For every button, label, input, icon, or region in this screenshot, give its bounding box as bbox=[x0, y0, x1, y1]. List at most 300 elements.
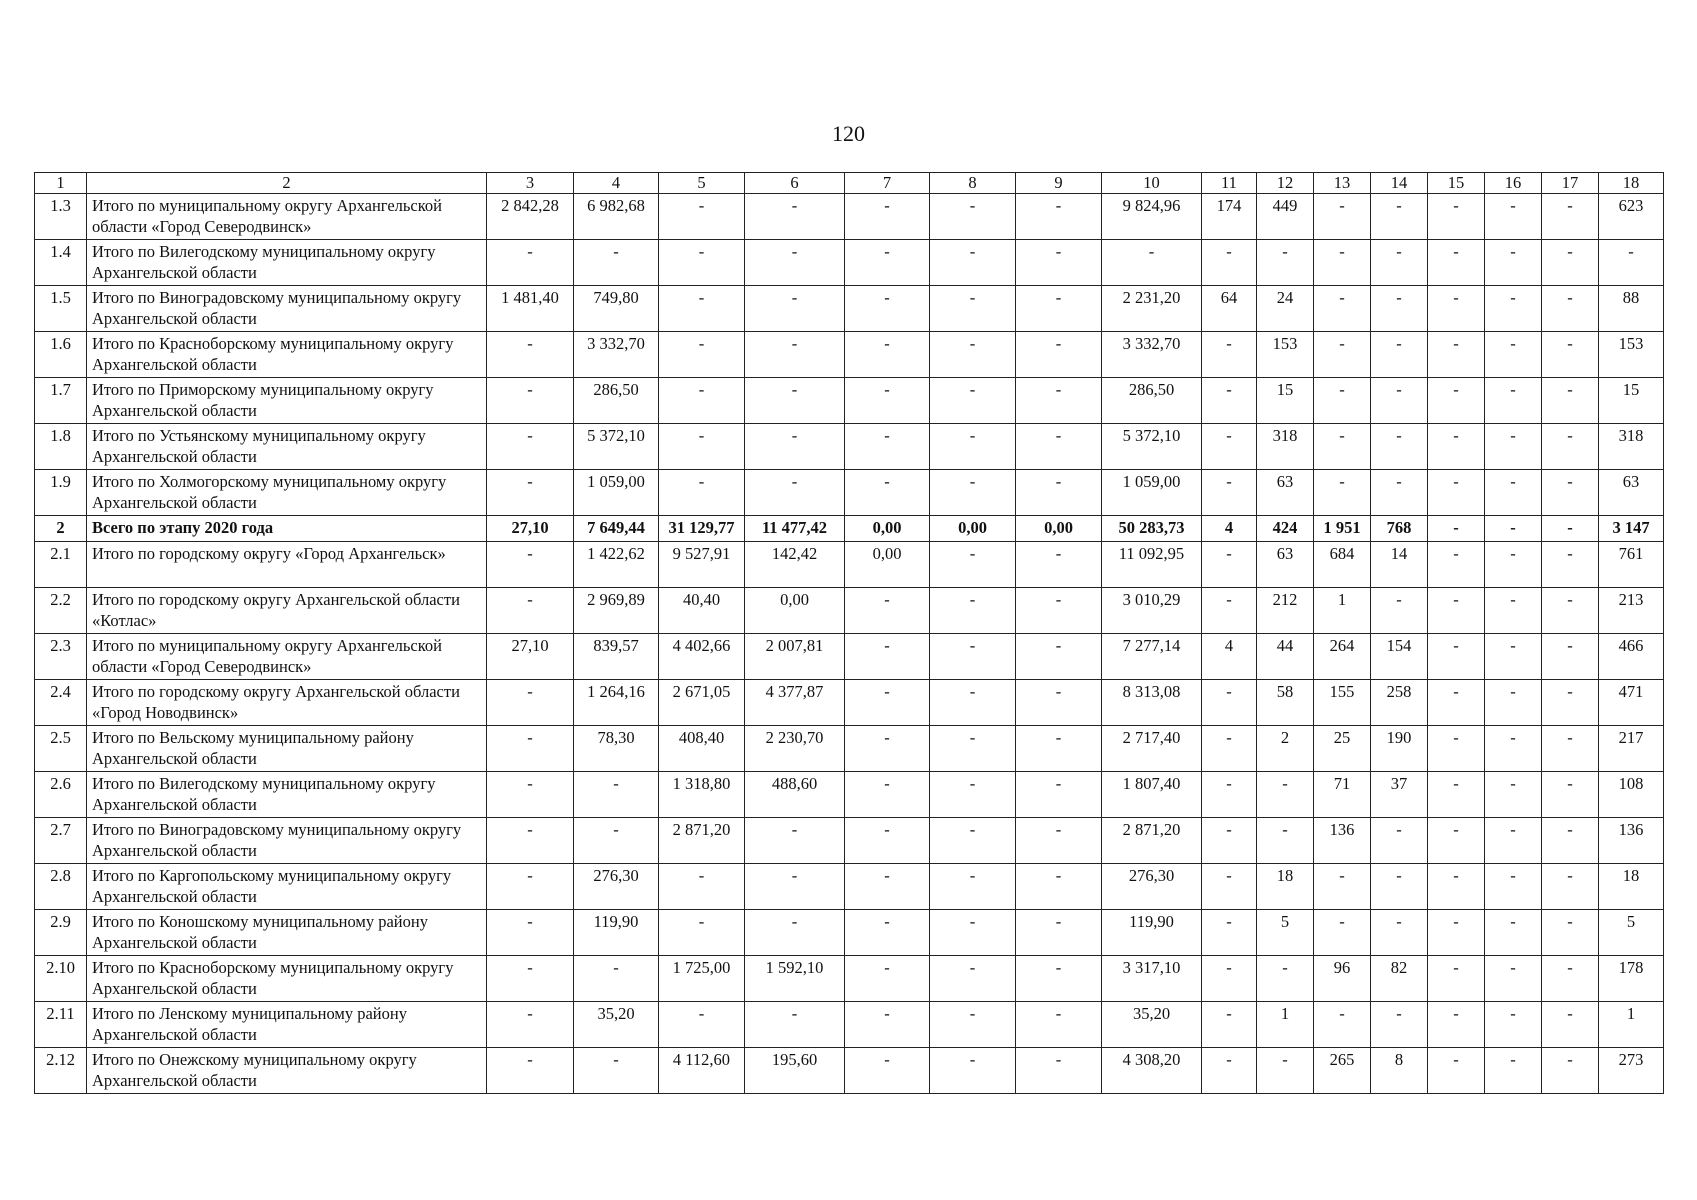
row-name-cell: Всего по этапу 2020 года bbox=[87, 516, 487, 542]
value-cell-7: 0,00 bbox=[845, 542, 930, 588]
value-cell-3: - bbox=[487, 818, 574, 864]
value-cell-8: - bbox=[930, 588, 1016, 634]
table-row bbox=[35, 864, 1664, 910]
value-cell-15: - bbox=[1428, 240, 1485, 286]
value-cell-18: 15 bbox=[1599, 378, 1664, 424]
value-cell-7: 0,00 bbox=[845, 516, 930, 542]
value-cell-6: - bbox=[745, 332, 845, 378]
value-cell-9: - bbox=[1016, 424, 1102, 470]
value-cell-8: - bbox=[930, 1002, 1016, 1048]
value-cell-4: 7 649,44 bbox=[574, 516, 659, 542]
value-cell-12: - bbox=[1257, 240, 1314, 286]
value-cell-16: - bbox=[1485, 542, 1542, 588]
column-header-9: 9 bbox=[1016, 173, 1102, 194]
value-cell-17: - bbox=[1542, 1048, 1599, 1094]
table-row bbox=[35, 1002, 1664, 1048]
value-cell-3: - bbox=[487, 1002, 574, 1048]
value-cell-3: - bbox=[487, 332, 574, 378]
value-cell-5: - bbox=[659, 240, 745, 286]
value-cell-17: - bbox=[1542, 332, 1599, 378]
value-cell-8: - bbox=[930, 1048, 1016, 1094]
value-cell-10: 7 277,14 bbox=[1102, 634, 1202, 680]
column-header-16: 16 bbox=[1485, 173, 1542, 194]
column-header-3: 3 bbox=[487, 173, 574, 194]
value-cell-18: 623 bbox=[1599, 194, 1664, 240]
value-cell-13: 1 bbox=[1314, 588, 1371, 634]
value-cell-16: - bbox=[1485, 286, 1542, 332]
row-number-cell: 1.8 bbox=[35, 424, 87, 470]
table-row bbox=[35, 332, 1664, 378]
value-cell-14: - bbox=[1371, 332, 1428, 378]
value-cell-6: 195,60 bbox=[745, 1048, 845, 1094]
value-cell-13: - bbox=[1314, 864, 1371, 910]
column-header-12: 12 bbox=[1257, 173, 1314, 194]
value-cell-7: - bbox=[845, 772, 930, 818]
total-row bbox=[35, 516, 1664, 542]
value-cell-10: 3 010,29 bbox=[1102, 588, 1202, 634]
value-cell-3: - bbox=[487, 240, 574, 286]
value-cell-12: 44 bbox=[1257, 634, 1314, 680]
row-number-cell: 2.3 bbox=[35, 634, 87, 680]
table-row bbox=[35, 726, 1664, 772]
value-cell-18: 88 bbox=[1599, 286, 1664, 332]
value-cell-10: 276,30 bbox=[1102, 864, 1202, 910]
table-row bbox=[35, 910, 1664, 956]
value-cell-4: 286,50 bbox=[574, 378, 659, 424]
value-cell-7: - bbox=[845, 864, 930, 910]
row-number-cell: 2.8 bbox=[35, 864, 87, 910]
value-cell-11: - bbox=[1202, 240, 1257, 286]
value-cell-4: 1 422,62 bbox=[574, 542, 659, 588]
row-number-cell: 2.1 bbox=[35, 542, 87, 588]
value-cell-3: 27,10 bbox=[487, 516, 574, 542]
value-cell-9: - bbox=[1016, 542, 1102, 588]
value-cell-14: 154 bbox=[1371, 634, 1428, 680]
value-cell-10: 2 231,20 bbox=[1102, 286, 1202, 332]
row-name-cell: Итого по городскому округу Архангельской области «Город Новодвинск» bbox=[87, 680, 487, 726]
value-cell-5: 9 527,91 bbox=[659, 542, 745, 588]
value-cell-15: - bbox=[1428, 680, 1485, 726]
value-cell-9: - bbox=[1016, 240, 1102, 286]
value-cell-5: - bbox=[659, 286, 745, 332]
value-cell-10: - bbox=[1102, 240, 1202, 286]
value-cell-18: 217 bbox=[1599, 726, 1664, 772]
value-cell-8: - bbox=[930, 956, 1016, 1002]
value-cell-12: 63 bbox=[1257, 542, 1314, 588]
value-cell-16: - bbox=[1485, 1002, 1542, 1048]
row-name-cell: Итого по Виноградовскому муниципальному округу Архангельской области bbox=[87, 286, 487, 332]
value-cell-7: - bbox=[845, 332, 930, 378]
value-cell-14: - bbox=[1371, 424, 1428, 470]
value-cell-4: - bbox=[574, 818, 659, 864]
value-cell-8: - bbox=[930, 424, 1016, 470]
value-cell-16: - bbox=[1485, 956, 1542, 1002]
value-cell-12: 58 bbox=[1257, 680, 1314, 726]
column-header-10: 10 bbox=[1102, 173, 1202, 194]
value-cell-14: 37 bbox=[1371, 772, 1428, 818]
value-cell-11: - bbox=[1202, 726, 1257, 772]
column-header-13: 13 bbox=[1314, 173, 1371, 194]
value-cell-14: - bbox=[1371, 818, 1428, 864]
value-cell-5: - bbox=[659, 864, 745, 910]
value-cell-18: 63 bbox=[1599, 470, 1664, 516]
value-cell-15: - bbox=[1428, 1002, 1485, 1048]
value-cell-6: - bbox=[745, 424, 845, 470]
value-cell-11: - bbox=[1202, 680, 1257, 726]
row-number-cell: 1.9 bbox=[35, 470, 87, 516]
value-cell-5: 408,40 bbox=[659, 726, 745, 772]
value-cell-10: 9 824,96 bbox=[1102, 194, 1202, 240]
value-cell-7: - bbox=[845, 818, 930, 864]
row-number-cell: 2.9 bbox=[35, 910, 87, 956]
value-cell-14: 258 bbox=[1371, 680, 1428, 726]
row-number-cell: 2 bbox=[35, 516, 87, 542]
value-cell-18: 466 bbox=[1599, 634, 1664, 680]
value-cell-10: 119,90 bbox=[1102, 910, 1202, 956]
value-cell-8: 0,00 bbox=[930, 516, 1016, 542]
value-cell-11: 4 bbox=[1202, 634, 1257, 680]
value-cell-12: 212 bbox=[1257, 588, 1314, 634]
column-header-4: 4 bbox=[574, 173, 659, 194]
table-row bbox=[35, 1048, 1664, 1094]
value-cell-15: - bbox=[1428, 194, 1485, 240]
value-cell-5: 4 112,60 bbox=[659, 1048, 745, 1094]
value-cell-17: - bbox=[1542, 516, 1599, 542]
value-cell-17: - bbox=[1542, 424, 1599, 470]
value-cell-9: - bbox=[1016, 588, 1102, 634]
value-cell-14: - bbox=[1371, 378, 1428, 424]
value-cell-11: - bbox=[1202, 424, 1257, 470]
value-cell-14: - bbox=[1371, 470, 1428, 516]
row-number-cell: 2.5 bbox=[35, 726, 87, 772]
table-row bbox=[35, 378, 1664, 424]
value-cell-18: 273 bbox=[1599, 1048, 1664, 1094]
value-cell-5: - bbox=[659, 470, 745, 516]
value-cell-18: 136 bbox=[1599, 818, 1664, 864]
value-cell-9: - bbox=[1016, 470, 1102, 516]
value-cell-7: - bbox=[845, 726, 930, 772]
value-cell-3: - bbox=[487, 588, 574, 634]
row-name-cell: Итого по Вилегодскому муниципальному округу Архангельской области bbox=[87, 772, 487, 818]
value-cell-6: 2 007,81 bbox=[745, 634, 845, 680]
value-cell-7: - bbox=[845, 194, 930, 240]
value-cell-7: - bbox=[845, 378, 930, 424]
column-header-7: 7 bbox=[845, 173, 930, 194]
value-cell-11: 4 bbox=[1202, 516, 1257, 542]
data-table bbox=[34, 172, 1664, 1094]
value-cell-9: - bbox=[1016, 680, 1102, 726]
value-cell-9: - bbox=[1016, 286, 1102, 332]
value-cell-10: 4 308,20 bbox=[1102, 1048, 1202, 1094]
value-cell-3: 2 842,28 bbox=[487, 194, 574, 240]
row-name-cell: Итого по Вилегодскому муниципальному округу Архангельской области bbox=[87, 240, 487, 286]
value-cell-8: - bbox=[930, 726, 1016, 772]
value-cell-14: 768 bbox=[1371, 516, 1428, 542]
value-cell-9: - bbox=[1016, 726, 1102, 772]
value-cell-11: - bbox=[1202, 588, 1257, 634]
value-cell-16: - bbox=[1485, 470, 1542, 516]
value-cell-14: - bbox=[1371, 286, 1428, 332]
value-cell-9: - bbox=[1016, 864, 1102, 910]
value-cell-9: - bbox=[1016, 772, 1102, 818]
value-cell-14: - bbox=[1371, 910, 1428, 956]
value-cell-13: - bbox=[1314, 194, 1371, 240]
row-number-cell: 2.2 bbox=[35, 588, 87, 634]
value-cell-4: 276,30 bbox=[574, 864, 659, 910]
value-cell-4: 5 372,10 bbox=[574, 424, 659, 470]
table-row bbox=[35, 194, 1664, 240]
row-number-cell: 2.7 bbox=[35, 818, 87, 864]
value-cell-14: - bbox=[1371, 864, 1428, 910]
row-name-cell: Итого по муниципальному округу Архангельской области «Город Северодвинск» bbox=[87, 194, 487, 240]
value-cell-3: - bbox=[487, 680, 574, 726]
value-cell-12: 153 bbox=[1257, 332, 1314, 378]
value-cell-10: 286,50 bbox=[1102, 378, 1202, 424]
value-cell-9: - bbox=[1016, 818, 1102, 864]
value-cell-6: 2 230,70 bbox=[745, 726, 845, 772]
value-cell-17: - bbox=[1542, 634, 1599, 680]
value-cell-4: 1 264,16 bbox=[574, 680, 659, 726]
header-row bbox=[35, 173, 1664, 194]
row-name-cell: Итого по Онежскому муниципальному округу Архангельской области bbox=[87, 1048, 487, 1094]
value-cell-5: 40,40 bbox=[659, 588, 745, 634]
value-cell-17: - bbox=[1542, 818, 1599, 864]
value-cell-13: - bbox=[1314, 286, 1371, 332]
value-cell-16: - bbox=[1485, 1048, 1542, 1094]
value-cell-8: - bbox=[930, 910, 1016, 956]
value-cell-13: 1 951 bbox=[1314, 516, 1371, 542]
value-cell-11: - bbox=[1202, 818, 1257, 864]
value-cell-9: - bbox=[1016, 910, 1102, 956]
value-cell-10: 35,20 bbox=[1102, 1002, 1202, 1048]
value-cell-8: - bbox=[930, 818, 1016, 864]
value-cell-5: 2 671,05 bbox=[659, 680, 745, 726]
value-cell-11: 174 bbox=[1202, 194, 1257, 240]
value-cell-4: 78,30 bbox=[574, 726, 659, 772]
table-row bbox=[35, 818, 1664, 864]
value-cell-9: 0,00 bbox=[1016, 516, 1102, 542]
value-cell-18: 761 bbox=[1599, 542, 1664, 588]
value-cell-6: 1 592,10 bbox=[745, 956, 845, 1002]
value-cell-7: - bbox=[845, 956, 930, 1002]
row-name-cell: Итого по Виноградовскому муниципальному округу Архангельской области bbox=[87, 818, 487, 864]
value-cell-5: - bbox=[659, 194, 745, 240]
value-cell-15: - bbox=[1428, 772, 1485, 818]
value-cell-16: - bbox=[1485, 516, 1542, 542]
table-row bbox=[35, 542, 1664, 588]
value-cell-15: - bbox=[1428, 332, 1485, 378]
value-cell-11: - bbox=[1202, 542, 1257, 588]
value-cell-4: - bbox=[574, 240, 659, 286]
row-number-cell: 1.3 bbox=[35, 194, 87, 240]
value-cell-7: - bbox=[845, 286, 930, 332]
value-cell-6: - bbox=[745, 378, 845, 424]
value-cell-8: - bbox=[930, 680, 1016, 726]
value-cell-12: 18 bbox=[1257, 864, 1314, 910]
value-cell-11: - bbox=[1202, 378, 1257, 424]
row-name-cell: Итого по Устьянскому муниципальному округу Архангельской области bbox=[87, 424, 487, 470]
column-header-2: 2 bbox=[87, 173, 487, 194]
value-cell-17: - bbox=[1542, 588, 1599, 634]
value-cell-10: 1 059,00 bbox=[1102, 470, 1202, 516]
value-cell-10: 2 717,40 bbox=[1102, 726, 1202, 772]
value-cell-3: - bbox=[487, 1048, 574, 1094]
value-cell-3: - bbox=[487, 910, 574, 956]
table-row bbox=[35, 956, 1664, 1002]
value-cell-18: 178 bbox=[1599, 956, 1664, 1002]
value-cell-13: 25 bbox=[1314, 726, 1371, 772]
value-cell-9: - bbox=[1016, 194, 1102, 240]
row-name-cell: Итого по Красноборскому муниципальному округу Архангельской области bbox=[87, 956, 487, 1002]
value-cell-17: - bbox=[1542, 956, 1599, 1002]
value-cell-9: - bbox=[1016, 956, 1102, 1002]
value-cell-11: - bbox=[1202, 956, 1257, 1002]
row-number-cell: 2.6 bbox=[35, 772, 87, 818]
value-cell-6: - bbox=[745, 910, 845, 956]
column-header-6: 6 bbox=[745, 173, 845, 194]
value-cell-9: - bbox=[1016, 332, 1102, 378]
value-cell-8: - bbox=[930, 286, 1016, 332]
value-cell-12: - bbox=[1257, 818, 1314, 864]
value-cell-9: - bbox=[1016, 378, 1102, 424]
value-cell-15: - bbox=[1428, 588, 1485, 634]
value-cell-10: 11 092,95 bbox=[1102, 542, 1202, 588]
table-row bbox=[35, 588, 1664, 634]
value-cell-8: - bbox=[930, 772, 1016, 818]
row-name-cell: Итого по Коношскому муниципальному району Архангельской области bbox=[87, 910, 487, 956]
value-cell-6: - bbox=[745, 818, 845, 864]
value-cell-6: 488,60 bbox=[745, 772, 845, 818]
value-cell-4: 119,90 bbox=[574, 910, 659, 956]
value-cell-17: - bbox=[1542, 680, 1599, 726]
value-cell-8: - bbox=[930, 378, 1016, 424]
table-row bbox=[35, 470, 1664, 516]
value-cell-10: 1 807,40 bbox=[1102, 772, 1202, 818]
row-number-cell: 1.7 bbox=[35, 378, 87, 424]
value-cell-12: 15 bbox=[1257, 378, 1314, 424]
table-body bbox=[35, 173, 1664, 1094]
value-cell-5: 4 402,66 bbox=[659, 634, 745, 680]
value-cell-6: - bbox=[745, 470, 845, 516]
value-cell-12: 24 bbox=[1257, 286, 1314, 332]
value-cell-13: 96 bbox=[1314, 956, 1371, 1002]
value-cell-16: - bbox=[1485, 240, 1542, 286]
value-cell-5: 1 318,80 bbox=[659, 772, 745, 818]
value-cell-11: - bbox=[1202, 332, 1257, 378]
value-cell-14: 8 bbox=[1371, 1048, 1428, 1094]
value-cell-13: - bbox=[1314, 910, 1371, 956]
value-cell-15: - bbox=[1428, 1048, 1485, 1094]
value-cell-3: - bbox=[487, 772, 574, 818]
value-cell-15: - bbox=[1428, 864, 1485, 910]
value-cell-18: 153 bbox=[1599, 332, 1664, 378]
value-cell-13: - bbox=[1314, 378, 1371, 424]
value-cell-5: - bbox=[659, 378, 745, 424]
value-cell-5: - bbox=[659, 332, 745, 378]
value-cell-18: 318 bbox=[1599, 424, 1664, 470]
row-name-cell: Итого по Каргопольскому муниципальному округу Архангельской области bbox=[87, 864, 487, 910]
row-name-cell: Итого по Ленскому муниципальному району Архангельской области bbox=[87, 1002, 487, 1048]
value-cell-17: - bbox=[1542, 194, 1599, 240]
value-cell-15: - bbox=[1428, 470, 1485, 516]
value-cell-3: 1 481,40 bbox=[487, 286, 574, 332]
value-cell-15: - bbox=[1428, 286, 1485, 332]
value-cell-7: - bbox=[845, 240, 930, 286]
row-name-cell: Итого по Приморскому муниципальному округу Архангельской области bbox=[87, 378, 487, 424]
value-cell-17: - bbox=[1542, 772, 1599, 818]
value-cell-4: 3 332,70 bbox=[574, 332, 659, 378]
value-cell-8: - bbox=[930, 634, 1016, 680]
row-name-cell: Итого по городскому округу Архангельской области «Котлас» bbox=[87, 588, 487, 634]
value-cell-17: - bbox=[1542, 1002, 1599, 1048]
value-cell-5: - bbox=[659, 424, 745, 470]
value-cell-6: 142,42 bbox=[745, 542, 845, 588]
value-cell-4: - bbox=[574, 1048, 659, 1094]
table-row bbox=[35, 424, 1664, 470]
value-cell-8: - bbox=[930, 470, 1016, 516]
value-cell-7: - bbox=[845, 424, 930, 470]
value-cell-13: 684 bbox=[1314, 542, 1371, 588]
row-name-cell: Итого по муниципальному округу Архангельской области «Город Северодвинск» bbox=[87, 634, 487, 680]
value-cell-3: - bbox=[487, 424, 574, 470]
value-cell-8: - bbox=[930, 194, 1016, 240]
value-cell-16: - bbox=[1485, 378, 1542, 424]
value-cell-12: 449 bbox=[1257, 194, 1314, 240]
value-cell-13: 136 bbox=[1314, 818, 1371, 864]
value-cell-4: 6 982,68 bbox=[574, 194, 659, 240]
value-cell-14: 82 bbox=[1371, 956, 1428, 1002]
value-cell-9: - bbox=[1016, 1002, 1102, 1048]
value-cell-4: 2 969,89 bbox=[574, 588, 659, 634]
value-cell-16: - bbox=[1485, 818, 1542, 864]
table-row bbox=[35, 772, 1664, 818]
value-cell-16: - bbox=[1485, 910, 1542, 956]
value-cell-7: - bbox=[845, 634, 930, 680]
value-cell-17: - bbox=[1542, 542, 1599, 588]
value-cell-9: - bbox=[1016, 1048, 1102, 1094]
value-cell-6: - bbox=[745, 240, 845, 286]
value-cell-18: 471 bbox=[1599, 680, 1664, 726]
row-number-cell: 1.5 bbox=[35, 286, 87, 332]
value-cell-6: 4 377,87 bbox=[745, 680, 845, 726]
value-cell-4: 1 059,00 bbox=[574, 470, 659, 516]
value-cell-7: - bbox=[845, 910, 930, 956]
value-cell-11: - bbox=[1202, 1002, 1257, 1048]
page-number: 120 bbox=[832, 121, 865, 146]
value-cell-12: - bbox=[1257, 956, 1314, 1002]
value-cell-16: - bbox=[1485, 634, 1542, 680]
value-cell-9: - bbox=[1016, 634, 1102, 680]
row-number-cell: 2.12 bbox=[35, 1048, 87, 1094]
column-header-17: 17 bbox=[1542, 173, 1599, 194]
value-cell-16: - bbox=[1485, 772, 1542, 818]
row-number-cell: 1.6 bbox=[35, 332, 87, 378]
value-cell-3: - bbox=[487, 470, 574, 516]
value-cell-5: 31 129,77 bbox=[659, 516, 745, 542]
value-cell-14: - bbox=[1371, 194, 1428, 240]
value-cell-11: - bbox=[1202, 864, 1257, 910]
value-cell-12: 424 bbox=[1257, 516, 1314, 542]
value-cell-10: 2 871,20 bbox=[1102, 818, 1202, 864]
row-name-cell: Итого по Холмогорскому муниципальному округу Архангельской области bbox=[87, 470, 487, 516]
value-cell-8: - bbox=[930, 240, 1016, 286]
value-cell-7: - bbox=[845, 470, 930, 516]
value-cell-8: - bbox=[930, 864, 1016, 910]
value-cell-4: 749,80 bbox=[574, 286, 659, 332]
row-number-cell: 1.4 bbox=[35, 240, 87, 286]
row-name-cell: Итого по Вельскому муниципальному району Архангельской области bbox=[87, 726, 487, 772]
value-cell-4: - bbox=[574, 956, 659, 1002]
